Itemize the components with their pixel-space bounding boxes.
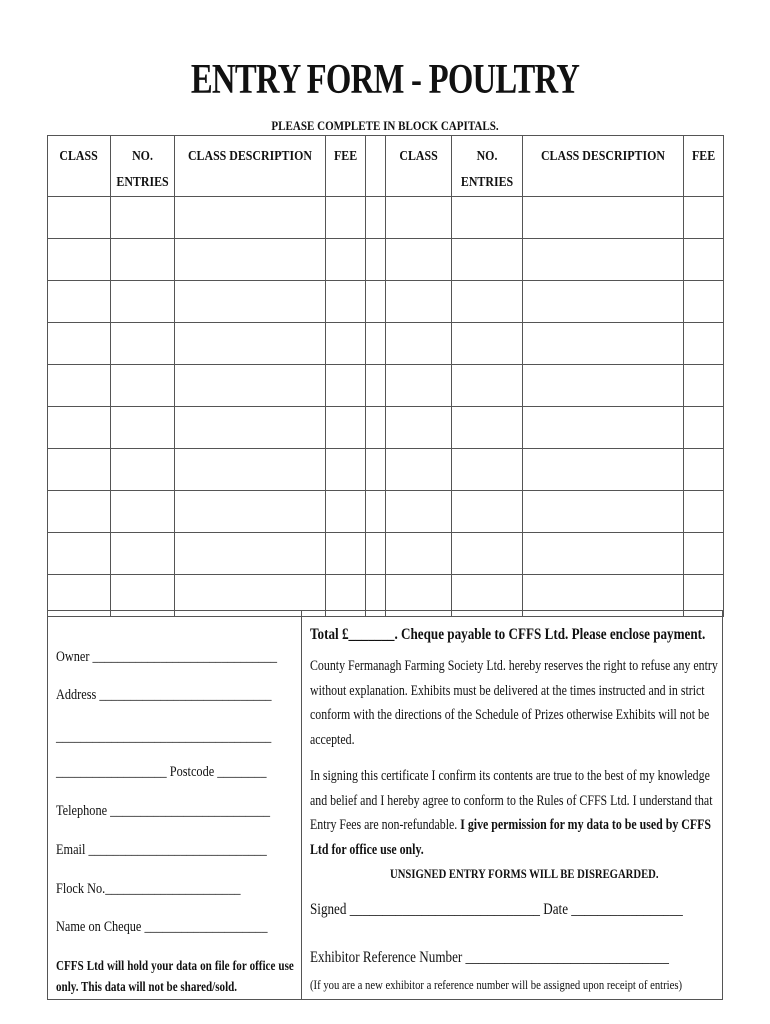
entry-cell[interactable]: [175, 239, 326, 281]
entry-cell[interactable]: [684, 281, 724, 323]
entry-cell[interactable]: [175, 491, 326, 533]
col-header-class: CLASS: [48, 136, 111, 197]
table-gap-cell: [366, 407, 386, 449]
table-gap-cell: [366, 491, 386, 533]
col-header-fee: FEE: [326, 136, 366, 197]
entry-cell[interactable]: [523, 533, 684, 575]
entry-cell[interactable]: [386, 533, 452, 575]
entry-cell[interactable]: [452, 533, 523, 575]
entry-cell[interactable]: [111, 449, 175, 491]
entry-cell[interactable]: [523, 365, 684, 407]
entry-cell[interactable]: [175, 197, 326, 239]
entry-cell[interactable]: [452, 491, 523, 533]
entry-cell[interactable]: [386, 407, 452, 449]
entry-cell[interactable]: [48, 323, 111, 365]
table-gap-cell: [366, 365, 386, 407]
certificate-text: In signing this certificate I confirm its contents are true to the best of my knowledge and belief and I hereby agree to conform to the Rules of CFFS Ltd. I understand that Entry Fees are non-refundable. I give permission for my data to be used by CFFS Ltd for office use only.: [310, 768, 713, 858]
entry-cell[interactable]: [111, 323, 175, 365]
exhibitor-reference-field[interactable]: Exhibitor Reference Number _______________________________: [310, 949, 669, 966]
entry-cell[interactable]: [386, 323, 452, 365]
col-header-description: CLASS DESCRIPTION: [175, 136, 326, 197]
entry-cell[interactable]: [523, 197, 684, 239]
entry-cell[interactable]: [175, 533, 326, 575]
entry-cell[interactable]: [48, 365, 111, 407]
entry-cell[interactable]: [684, 323, 724, 365]
entry-cell[interactable]: [175, 323, 326, 365]
table-row: [48, 407, 724, 449]
entry-cell[interactable]: [684, 365, 724, 407]
entry-cell[interactable]: [48, 533, 111, 575]
table-gap-cell: [366, 449, 386, 491]
entry-cell[interactable]: [48, 281, 111, 323]
entry-cell[interactable]: [175, 281, 326, 323]
entry-cell[interactable]: [523, 281, 684, 323]
entry-cell[interactable]: [48, 407, 111, 449]
col-header-class-2: CLASS: [386, 136, 452, 197]
entry-cell[interactable]: [523, 407, 684, 449]
table-row: [48, 449, 724, 491]
entry-cell[interactable]: [326, 323, 366, 365]
entry-cell[interactable]: [684, 407, 724, 449]
table-row: [48, 323, 724, 365]
entry-cell[interactable]: [326, 491, 366, 533]
owner-field[interactable]: Owner ______________________________: [56, 649, 278, 665]
table-gap-cell: [366, 323, 386, 365]
entry-cell[interactable]: [386, 197, 452, 239]
entry-cell[interactable]: [48, 197, 111, 239]
entry-cell[interactable]: [386, 281, 452, 323]
entry-cell[interactable]: [175, 407, 326, 449]
table-row: [48, 239, 724, 281]
owner-details-panel: [48, 611, 302, 999]
entries-table: [47, 135, 724, 617]
entry-cell[interactable]: [452, 365, 523, 407]
entry-cell[interactable]: [326, 407, 366, 449]
table-row: [48, 197, 724, 239]
entry-cell[interactable]: [111, 407, 175, 449]
entry-cell[interactable]: [326, 533, 366, 575]
reference-note: (If you are a new exhibitor a reference number will be assigned upon receipt of entries): [310, 977, 683, 992]
entry-cell[interactable]: [684, 239, 724, 281]
entry-cell[interactable]: [111, 365, 175, 407]
entry-cell[interactable]: [684, 533, 724, 575]
entry-cell[interactable]: [452, 323, 523, 365]
table-row: [48, 281, 724, 323]
table-gap-cell: [366, 281, 386, 323]
entry-cell[interactable]: [523, 239, 684, 281]
entry-cell[interactable]: [48, 239, 111, 281]
entry-cell[interactable]: [452, 197, 523, 239]
entry-cell[interactable]: [48, 491, 111, 533]
entry-cell[interactable]: [326, 365, 366, 407]
entry-cell[interactable]: [684, 197, 724, 239]
col-header-description-2: CLASS DESCRIPTION: [523, 136, 684, 197]
entry-cell[interactable]: [684, 491, 724, 533]
table-gap-cell: [366, 197, 386, 239]
entry-cell[interactable]: [523, 491, 684, 533]
entry-cell[interactable]: [48, 449, 111, 491]
entry-cell[interactable]: [386, 365, 452, 407]
entry-cell[interactable]: [684, 449, 724, 491]
postcode-field[interactable]: __________________ Postcode ________: [56, 764, 267, 780]
page-title: ENTRY FORM - POULTRY: [190, 57, 580, 103]
col-header-entries-2: NO. ENTRIES: [452, 136, 523, 197]
entry-cell[interactable]: [111, 239, 175, 281]
table-gap: [366, 136, 386, 197]
signature-date-line[interactable]: Signed _____________________________ Date _________________: [310, 901, 683, 918]
unsigned-warning: UNSIGNED ENTRY FORMS WILL BE DISREGARDED.: [390, 866, 659, 881]
table-row: [48, 491, 724, 533]
entry-cell[interactable]: [386, 239, 452, 281]
table-gap-cell: [366, 239, 386, 281]
table-gap-cell: [366, 533, 386, 575]
entry-cell[interactable]: [326, 239, 366, 281]
col-header-fee-2: FEE: [684, 136, 724, 197]
table-row: [48, 365, 724, 407]
page-subtitle: PLEASE COMPLETE IN BLOCK CAPITALS.: [271, 118, 499, 133]
entry-cell[interactable]: [111, 197, 175, 239]
entry-cell[interactable]: [175, 449, 326, 491]
entry-cell[interactable]: [111, 491, 175, 533]
col-header-entries: NO. ENTRIES: [111, 136, 175, 197]
entry-cell[interactable]: [326, 197, 366, 239]
entry-cell[interactable]: [523, 449, 684, 491]
flock-number-field[interactable]: Flock No.______________________: [56, 881, 241, 897]
entry-cell[interactable]: [452, 281, 523, 323]
entry-cell[interactable]: [386, 449, 452, 491]
data-permission-text: I give permission for my data to be used by CFFS Ltd for office use only.: [310, 817, 712, 858]
entry-cell[interactable]: [386, 491, 452, 533]
entry-cell[interactable]: [452, 407, 523, 449]
entry-cell[interactable]: [326, 449, 366, 491]
total-payment-line[interactable]: Total £_______. Cheque payable to CFFS Ltd. Please enclose payment.: [310, 626, 706, 643]
address-field[interactable]: Address ____________________________: [56, 687, 272, 703]
entry-cell[interactable]: [523, 323, 684, 365]
cheque-name-field[interactable]: Name on Cheque ____________________: [56, 919, 268, 935]
data-use-note: CFFS Ltd will hold your data on file for office use only. This data will not be shared/sold.: [56, 958, 294, 994]
entry-cell[interactable]: [111, 533, 175, 575]
telephone-field[interactable]: Telephone __________________________: [56, 803, 271, 819]
table-header-row: [48, 136, 724, 197]
table-row: [48, 533, 724, 575]
entry-cell[interactable]: [326, 281, 366, 323]
entry-cell[interactable]: [452, 239, 523, 281]
entry-cell[interactable]: [175, 365, 326, 407]
terms-panel: [302, 611, 722, 999]
email-field[interactable]: Email _____________________________: [56, 842, 267, 858]
entry-cell[interactable]: [452, 449, 523, 491]
reserve-rights-text: County Fermanagh Farming Society Ltd. hereby reserves the right to refuse any entry without explanation. Exhibits must be delivered at the times instructed and in strict conform with the directions of the Schedule of Prizes otherwise Exhibits will not be accepted.: [310, 658, 718, 748]
address-line2-field[interactable]: ___________________________________: [56, 729, 272, 745]
entry-cell[interactable]: [111, 281, 175, 323]
details-section: [47, 610, 723, 1000]
